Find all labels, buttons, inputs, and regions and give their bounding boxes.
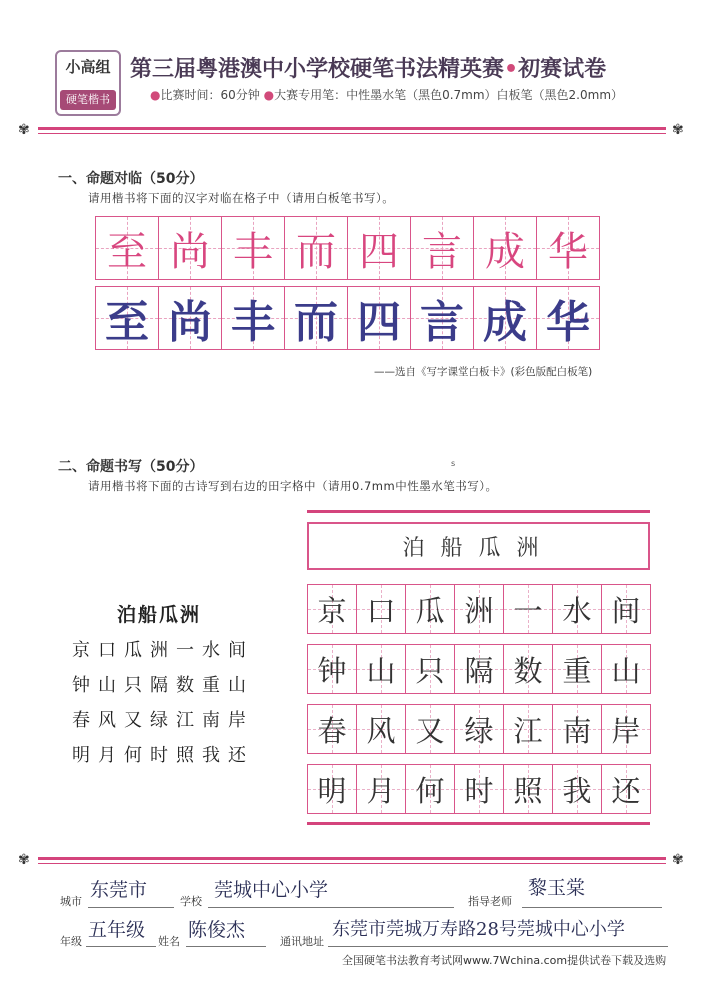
school-underline	[208, 907, 454, 908]
written-char: 京	[317, 593, 347, 628]
written-poem-title: 泊船瓜洲	[402, 535, 555, 561]
written-cell	[503, 764, 553, 814]
copy-char: 华	[546, 297, 590, 348]
written-cell	[601, 644, 651, 694]
poem-title: 泊船瓜洲	[117, 604, 202, 626]
written-char: 水	[562, 593, 592, 628]
written-row	[308, 764, 651, 814]
model-char: 而	[296, 228, 336, 275]
section1-heading: 一、命题对临（50分）	[58, 171, 204, 187]
top-divider	[38, 127, 666, 130]
model-char: 四	[359, 228, 399, 275]
copy-cell	[95, 286, 159, 350]
written-cell	[601, 584, 651, 634]
written-cell	[307, 704, 357, 754]
poem-top-rule	[307, 510, 650, 513]
written-char: 洲	[464, 593, 494, 628]
city-label: 城市	[60, 895, 82, 908]
written-cell	[601, 704, 651, 754]
model-row	[96, 216, 600, 280]
teacher-value: 黎玉棠	[528, 877, 586, 899]
model-char: 华	[548, 228, 588, 275]
written-cell	[552, 644, 602, 694]
bottom-divider	[38, 857, 666, 860]
written-char: 重	[562, 653, 592, 688]
model-char: 成	[485, 228, 525, 275]
copy-char: 尚	[168, 297, 212, 348]
source-note: ——选自《写字课堂白板卡》(彩色版配白板笔)	[374, 366, 593, 378]
name-underline	[186, 946, 266, 947]
written-char: 隔	[464, 653, 494, 688]
school-label: 学校	[180, 895, 202, 908]
written-cell	[552, 764, 602, 814]
model-cell	[284, 216, 348, 280]
school-value: 莞城中心小学	[214, 879, 329, 901]
written-row	[308, 644, 651, 694]
poem-writing-grid	[307, 584, 651, 814]
swirl-ornament-icon: ✾	[18, 852, 30, 868]
copy-cell	[284, 286, 348, 350]
written-row	[308, 704, 651, 754]
written-cell	[405, 644, 455, 694]
exam-info	[150, 86, 623, 103]
section1-instruction: 请用楷书将下面的汉字对临在格子中（请用白板笔书写）。	[88, 191, 395, 205]
page-mark: s	[451, 459, 456, 468]
written-cell	[356, 584, 406, 634]
written-cell	[454, 644, 504, 694]
swirl-ornament-icon: ✾	[672, 122, 684, 138]
written-cell	[307, 764, 357, 814]
written-cell	[552, 704, 602, 754]
section2-instruction: 请用楷书将下面的古诗写到右边的田字格中（请用0.7mm中性墨水笔书写）。	[88, 479, 498, 493]
model-cell	[536, 216, 600, 280]
written-char: 绿	[464, 713, 494, 748]
copy-cell	[410, 286, 474, 350]
page-title	[130, 52, 606, 83]
exam-time: 比赛时间：60分钟	[160, 88, 260, 102]
written-cell	[454, 584, 504, 634]
written-char: 只	[415, 653, 445, 688]
model-cell	[221, 216, 285, 280]
top-divider-thin	[38, 133, 666, 134]
written-char: 数	[513, 653, 543, 688]
exam-pens: 大赛专用笔：中性墨水笔（黑色0.7mm）白板笔（黑色2.0mm）	[274, 88, 624, 102]
address-value: 东莞市莞城万寿路28号莞城中心小学	[332, 919, 625, 940]
copy-char: 言	[420, 297, 464, 348]
swirl-ornament-icon: ✾	[672, 852, 684, 868]
copy-row	[96, 286, 600, 350]
written-char: 瓜	[415, 593, 445, 628]
written-char: 山	[366, 653, 396, 688]
teacher-label: 指导老师	[468, 895, 512, 908]
written-cell	[307, 584, 357, 634]
name-label: 姓名	[158, 935, 180, 948]
title-main: 第三届粤港澳中小学校硬笔书法精英赛	[130, 57, 505, 82]
model-char: 尚	[170, 228, 210, 275]
title-dot: •	[504, 57, 519, 82]
poem-line: 钟山只隔数重山	[72, 675, 254, 696]
written-cell	[601, 764, 651, 814]
written-cell	[503, 584, 553, 634]
written-char: 口	[366, 593, 396, 628]
written-cell	[356, 764, 406, 814]
badge-style-label: 硬笔楷书	[60, 90, 116, 110]
written-cell	[405, 764, 455, 814]
model-cell	[158, 216, 222, 280]
city-value: 东莞市	[90, 879, 148, 901]
written-cell	[552, 584, 602, 634]
written-char: 风	[366, 713, 396, 748]
written-char: 又	[415, 713, 445, 748]
model-cell	[95, 216, 159, 280]
written-cell	[405, 584, 455, 634]
copy-cell	[347, 286, 411, 350]
grade-label: 年级	[60, 935, 82, 948]
written-char: 南	[562, 713, 592, 748]
city-underline	[88, 907, 174, 908]
written-char: 山	[611, 653, 641, 688]
written-char: 钟	[317, 653, 347, 688]
copy-char: 四	[357, 297, 401, 348]
copy-char: 丰	[231, 297, 275, 348]
written-cell	[454, 764, 504, 814]
poem-text	[72, 636, 254, 776]
written-char: 岸	[611, 713, 641, 748]
written-char: 照	[513, 773, 543, 808]
badge-group-label: 小高组	[65, 58, 111, 76]
bullet-icon: ●	[150, 88, 161, 102]
grade-value: 五年级	[88, 919, 146, 941]
model-cell	[347, 216, 411, 280]
poem-line: 京口瓜洲一水间	[72, 640, 254, 661]
group-badge	[55, 50, 121, 116]
written-cell	[503, 704, 553, 754]
address-label: 通讯地址	[280, 935, 324, 948]
written-char: 间	[611, 593, 641, 628]
written-char: 明	[317, 773, 347, 808]
written-char: 何	[415, 773, 445, 808]
model-char: 言	[422, 228, 462, 275]
bottom-divider-thin	[38, 863, 666, 864]
poem-bottom-rule	[307, 822, 650, 825]
model-cell	[473, 216, 537, 280]
name-value: 陈俊杰	[188, 919, 246, 941]
written-char: 月	[366, 773, 396, 808]
written-char: 江	[513, 713, 543, 748]
address-underline	[328, 946, 668, 947]
written-row	[308, 584, 651, 634]
copy-cell	[221, 286, 285, 350]
section2-heading: 二、命题书写（50分）	[58, 459, 204, 475]
written-char: 春	[317, 713, 347, 748]
grade-underline	[86, 946, 156, 947]
model-cell	[410, 216, 474, 280]
poem-line: 春风又绿江南岸	[72, 710, 254, 731]
swirl-ornament-icon: ✾	[18, 122, 30, 138]
written-cell	[503, 644, 553, 694]
written-cell	[307, 644, 357, 694]
written-char: 还	[611, 773, 641, 808]
teacher-underline	[522, 907, 662, 908]
poem-line: 明月何时照我还	[72, 745, 254, 766]
written-char: 时	[464, 773, 494, 808]
model-char: 至	[107, 228, 147, 275]
title-sub: 初赛试卷	[518, 57, 607, 82]
written-cell	[356, 704, 406, 754]
written-cell	[405, 704, 455, 754]
copy-cell	[473, 286, 537, 350]
written-char: 一	[513, 593, 543, 628]
model-char: 丰	[233, 228, 273, 275]
copy-cell	[536, 286, 600, 350]
copy-char: 成	[483, 297, 527, 348]
bullet-icon: ●	[263, 88, 275, 102]
written-char: 我	[562, 773, 592, 808]
copy-char: 至	[105, 297, 149, 348]
written-title-box	[307, 522, 650, 570]
written-cell	[454, 704, 504, 754]
written-cell	[356, 644, 406, 694]
copy-cell	[158, 286, 222, 350]
footer-note: 全国硬笔书法教育考试网www.7Wchina.com提供试卷下载及选购	[342, 954, 667, 967]
copy-char: 而	[294, 297, 338, 348]
